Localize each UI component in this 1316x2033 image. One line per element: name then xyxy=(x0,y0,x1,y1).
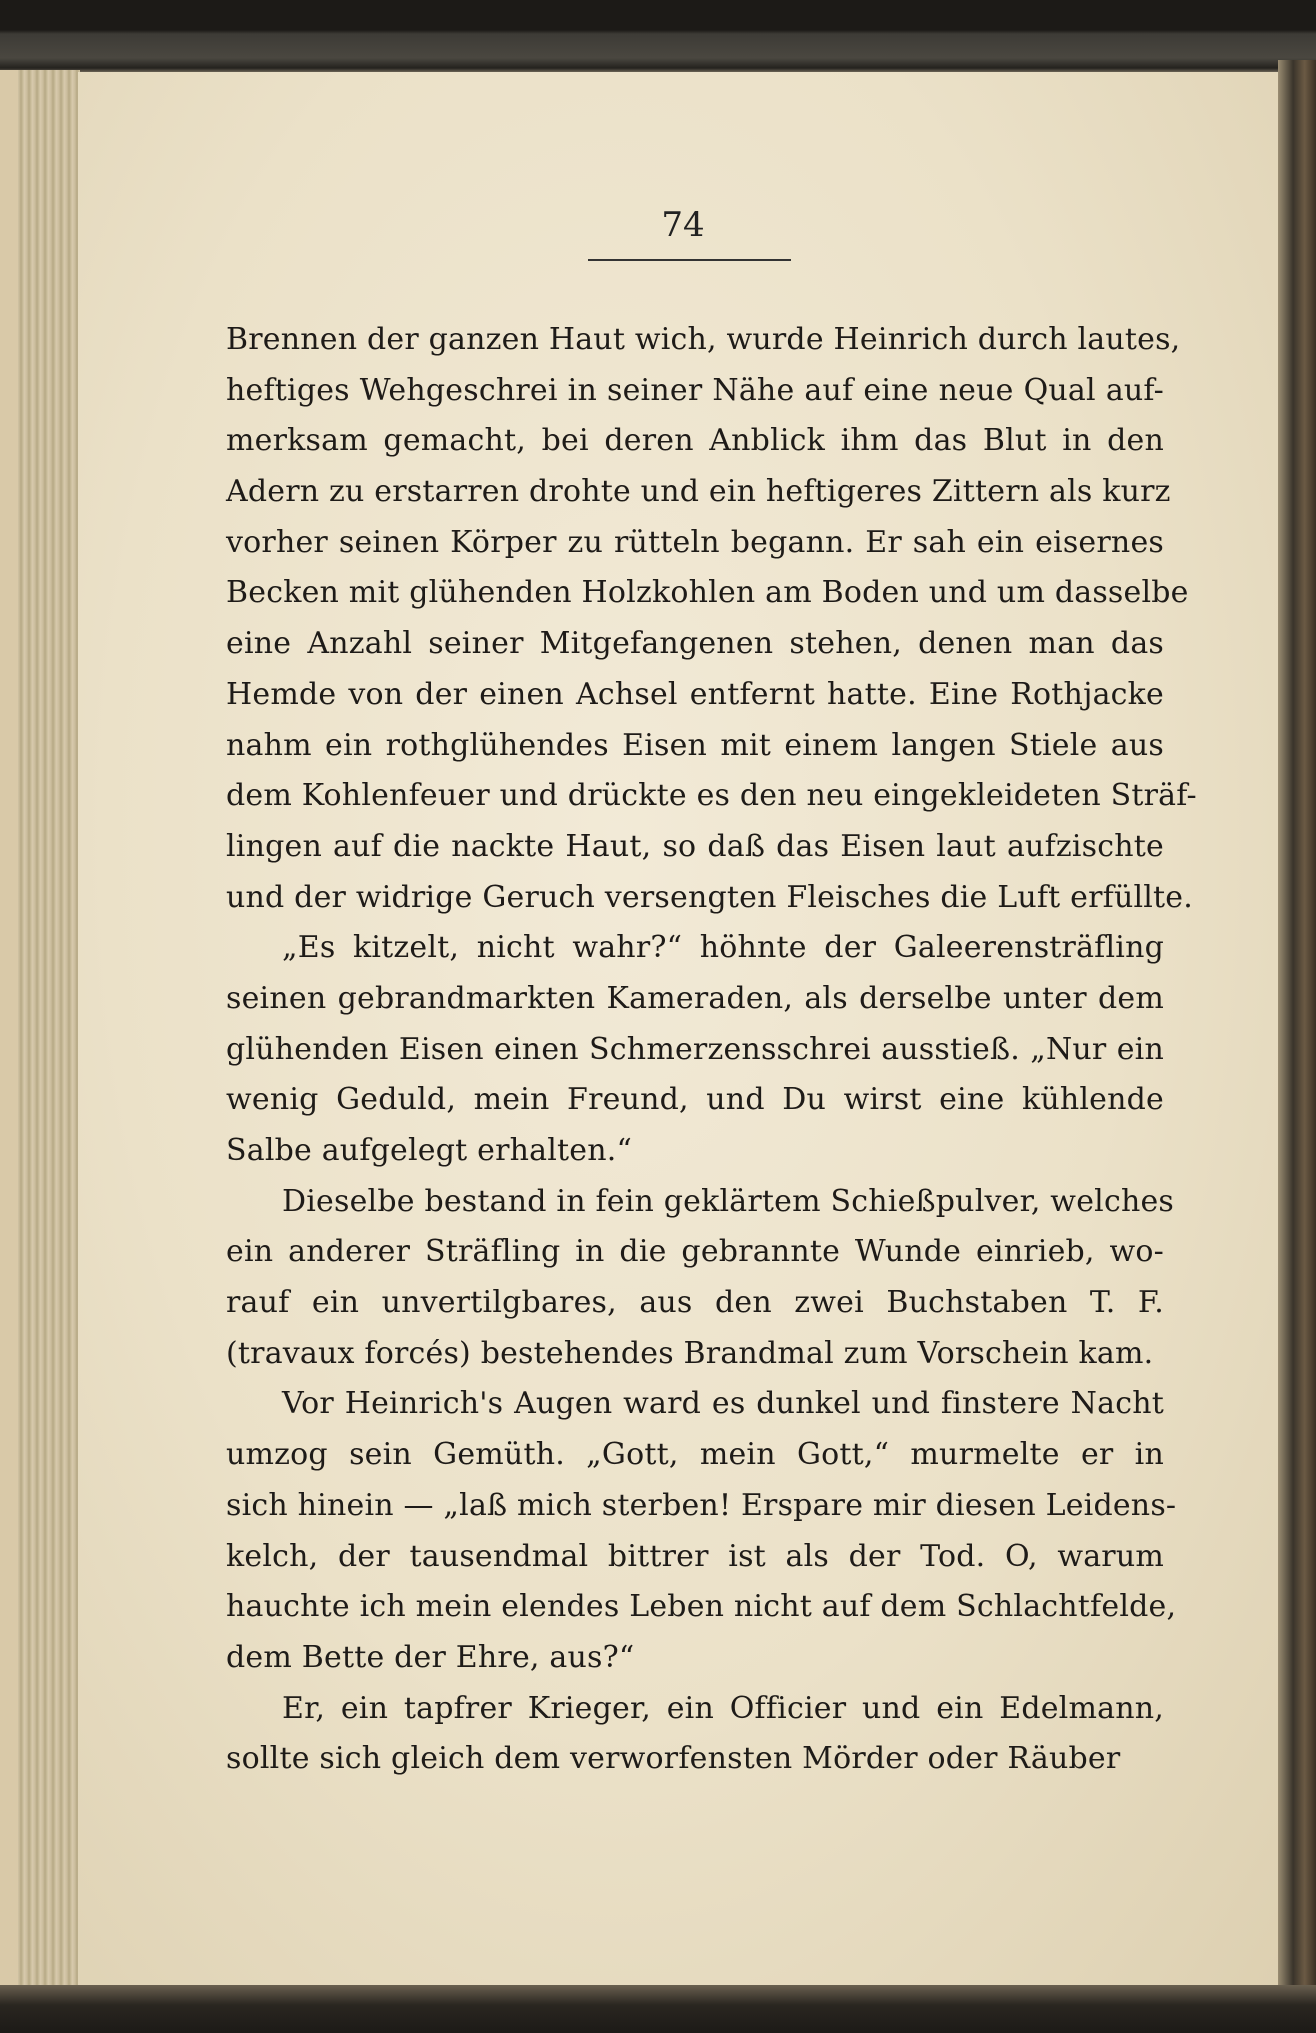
text-line: und der widrige Geruch versengten Fleisches die Luft erfüllte. xyxy=(226,879,1193,915)
text-line: rauf ein unvertilgbares, aus den zwei Buchstaben T. F. xyxy=(226,1285,1164,1321)
book-cover-bottom xyxy=(0,1985,1316,2033)
text-line: seinen gebrandmarkten Kameraden, als derselbe unter dem xyxy=(226,980,1164,1016)
text-line: Salbe aufgelegt erhalten.“ xyxy=(226,1133,633,1168)
text-line: kelch, der tausendmal bittrer ist als der Tod. O, warum xyxy=(226,1538,1164,1574)
text-line: Hemde von der einen Achsel entfernt hatte. Eine Rothjacke xyxy=(226,676,1164,712)
text-line: sich hinein — „laß mich sterben! Erspare mir diesen Leidens- xyxy=(226,1487,1177,1523)
text-line: Vor Heinrich's Augen ward es dunkel und finstere Nacht xyxy=(282,1386,1164,1422)
book-spine-right xyxy=(1278,60,1316,2000)
text-line: dem Bette der Ehre, aus?“ xyxy=(226,1639,635,1675)
text-line: heftiges Wehgeschrei in seiner Nähe auf eine neue Qual auf- xyxy=(226,372,1164,408)
text-line: vorher seinen Körper zu rütteln begann. Er sah ein eisernes xyxy=(226,524,1164,560)
book-cover-top xyxy=(0,0,1316,72)
text-line: Brennen der ganzen Haut wich, wurde Heinrich durch lautes, xyxy=(226,322,1181,357)
text-line: nahm ein rothglühendes Eisen mit einem langen Stiele aus xyxy=(226,727,1164,763)
page-edges-left xyxy=(0,70,80,2000)
header-rule xyxy=(588,259,791,261)
text-line: dem Kohlenfeuer und drückte es den neu eingekleideten Sträf- xyxy=(226,778,1197,814)
text-line: wenig Geduld, mein Freund, und Du wirst eine kühlende xyxy=(226,1082,1164,1118)
body-text xyxy=(226,315,1197,1785)
text-line: „Es kitzelt, nicht wahr?“ höhnte der Galeerensträfling xyxy=(282,930,1164,966)
text-line: Er, ein tapfrer Krieger, ein Officier und ein Edelmann, xyxy=(282,1690,1164,1726)
text-line: (travaux forcés) bestehendes Brandmal zum Vorschein kam. xyxy=(226,1335,1154,1371)
text-line: glühenden Eisen einen Schmerzensschrei ausstieß. „Nur ein xyxy=(226,1031,1164,1067)
text-line: eine Anzahl seiner Mitgefangenen stehen, denen man das xyxy=(226,626,1164,662)
text-line: Adern zu erstarren drohte und ein heftigeres Zittern als kurz xyxy=(226,474,1171,510)
text-line: Dieselbe bestand in fein geklärtem Schießpulver, welches xyxy=(282,1183,1175,1219)
text-line: merksam gemacht, bei deren Anblick ihm das Blut in den xyxy=(226,423,1164,459)
text-line: ein anderer Sträfling in die gebrannte Wunde einrieb, wo- xyxy=(226,1234,1164,1270)
text-line: umzog sein Gemüth. „Gott, mein Gott,“ murmelte er in xyxy=(226,1437,1164,1473)
text-line: Becken mit glühenden Holzkohlen am Boden und um dasselbe xyxy=(226,575,1189,611)
text-line: lingen auf die nackte Haut, so daß das Eisen laut aufzischte xyxy=(226,828,1164,864)
text-line: hauchte ich mein elendes Leben nicht auf dem Schlachtfelde, xyxy=(226,1589,1177,1625)
text-line: sollte sich gleich dem verworfensten Mörder oder Räuber xyxy=(226,1741,1121,1777)
page-number: 74 xyxy=(661,205,705,245)
